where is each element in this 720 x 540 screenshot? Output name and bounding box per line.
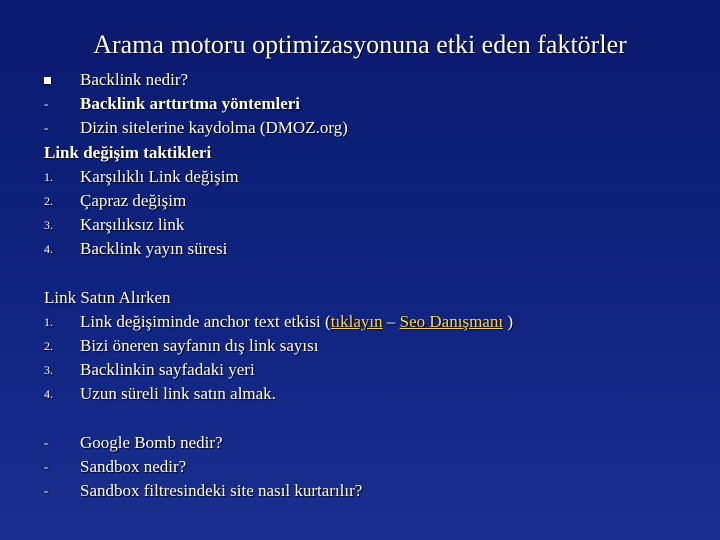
square-bullet-icon (44, 77, 51, 84)
dash-bullet: - (44, 434, 49, 450)
dash-bullet: - (44, 459, 49, 474)
list-number: 4. (44, 387, 53, 402)
list-item-tail: ) (503, 311, 513, 331)
list-item (44, 382, 704, 406)
list-item-text: Google Bomb nedir? (80, 432, 223, 452)
dash-bullet: - (44, 96, 49, 112)
list-item-text-group (80, 310, 513, 334)
list-item-text: Sandbox nedir? (80, 457, 187, 476)
list-number: 4. (44, 242, 53, 257)
list-item-text: Link değişiminde anchor text etkisi ( (80, 311, 331, 331)
list-item-text: Dizin sitelerine kaydolma (DMOZ.org) (80, 118, 348, 138)
link-separator: – (382, 311, 400, 331)
spacer (44, 407, 704, 431)
slide-title: Arama motoru optimizasyonuna etki eden faktörler (93, 30, 627, 59)
list-item (44, 189, 704, 213)
slide-body (44, 68, 704, 503)
list-item (44, 431, 704, 455)
list-item (44, 334, 704, 358)
list-item (44, 310, 704, 334)
list-number: 1. (44, 169, 53, 184)
list-item-text: Backlink yayın süresi (80, 239, 228, 259)
tiklayin-link[interactable]: tıklayın (330, 311, 383, 331)
list-item-text: Backlink arttırtma yöntemleri (80, 94, 301, 114)
section-heading: Link Satın Alırken (44, 287, 171, 307)
list-item-text: Backlink nedir? (80, 70, 189, 89)
list-item-text: Backlinkin sayfadaki yeri (80, 360, 255, 380)
list-number: 2. (44, 193, 53, 208)
list-item (44, 165, 704, 189)
list-item-text: Sandbox filtresindeki site nasıl kurtarılır? (80, 481, 363, 501)
list-item (44, 68, 704, 92)
dash-bullet: - (44, 483, 49, 499)
list-item (44, 92, 704, 116)
spacer (44, 262, 704, 286)
list-item (44, 116, 704, 140)
list-number: 2. (44, 339, 53, 354)
list-item-text: Karşılıksız link (80, 215, 185, 235)
seo-danismani-link[interactable]: Seo Danışmanı (399, 311, 504, 331)
list-item (44, 479, 704, 503)
list-item-text: Uzun süreli link satın almak. (80, 384, 276, 404)
section-heading: Link değişim taktikleri (44, 142, 212, 162)
list-item-text: Çapraz değişim (80, 190, 187, 210)
dash-bullet: - (44, 120, 49, 136)
list-item (44, 455, 704, 479)
list-number: 1. (44, 314, 53, 329)
list-number: 3. (44, 218, 53, 233)
list-number: 3. (44, 363, 53, 378)
list-item (44, 358, 704, 382)
list-item (44, 237, 704, 261)
list-item (44, 213, 704, 237)
list-item-text: Karşılıklı Link değişim (80, 166, 239, 186)
list-item-text: Bizi öneren sayfanın dış link sayısı (80, 336, 319, 356)
